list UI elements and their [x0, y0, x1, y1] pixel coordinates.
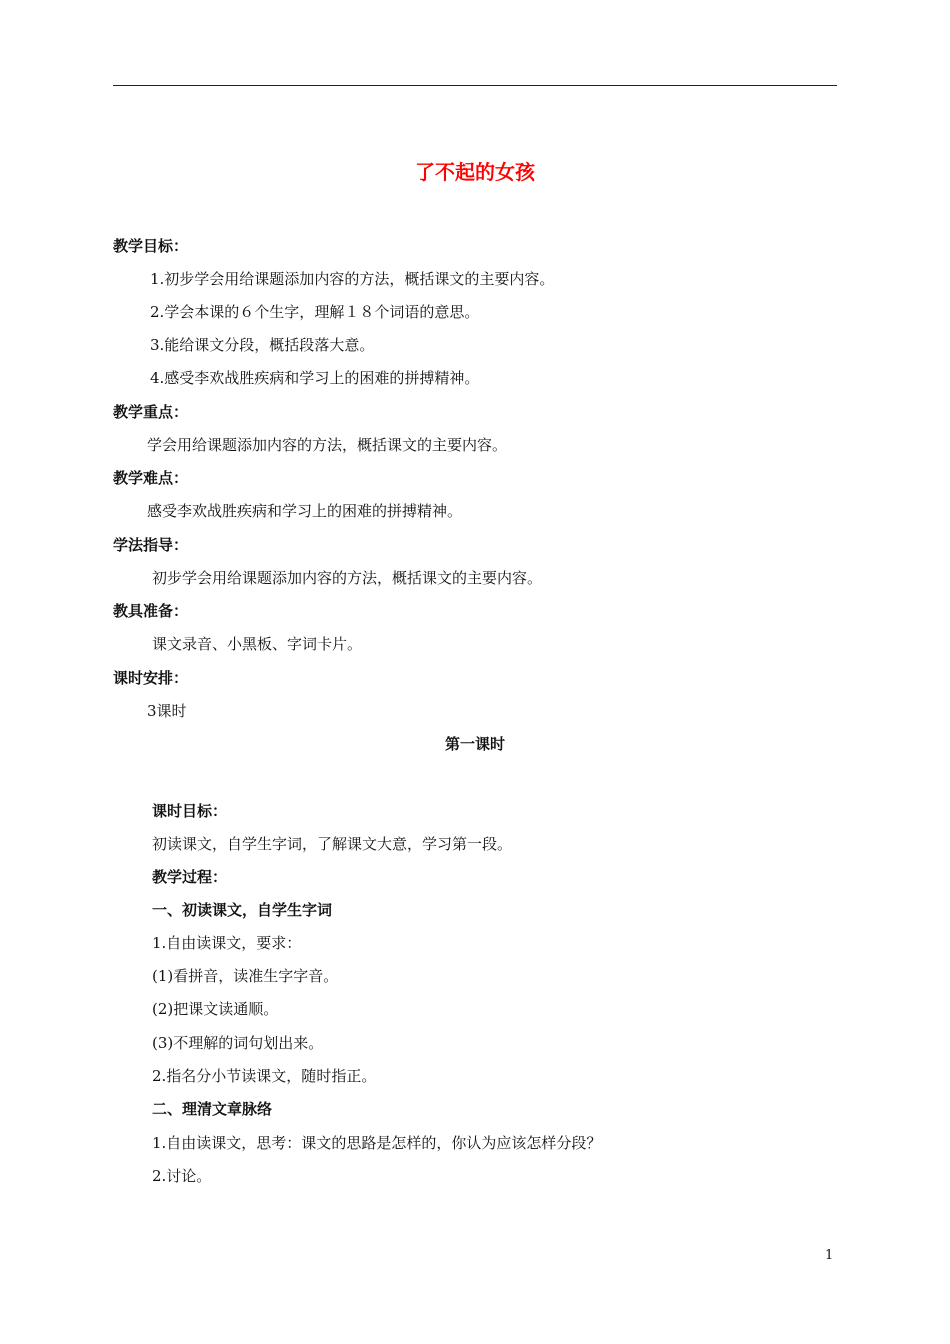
document-title: 了不起的女孩 [415, 160, 535, 184]
section-heading: 第一课时 [444, 735, 505, 753]
body-text-line: (2)把课文读通顺。 [152, 1000, 279, 1018]
body-text-line: 2.学会本课的６个生字，理解１８个词语的意思。 [150, 303, 480, 321]
body-text-line: 1.自由读课文，要求： [152, 934, 302, 952]
body-text-line: 学会用给课题添加内容的方法，概括课文的主要内容。 [147, 436, 508, 454]
section-heading: 教具准备： [113, 602, 189, 620]
body-text-line: 1.自由读课文，思考：课文的思路是怎样的，你认为应该怎样分段？ [152, 1134, 602, 1152]
section-heading: 课时安排： [113, 669, 189, 687]
body-text-line: 1.初步学会用给课题添加内容的方法，概括课文的主要内容。 [150, 270, 555, 288]
page-number: 1 [825, 1248, 834, 1263]
section-heading: 二、理清文章脉络 [152, 1100, 273, 1118]
body-text-line: 初步学会用给课题添加内容的方法，概括课文的主要内容。 [152, 569, 543, 587]
body-text-line: 初读课文，自学生字词，了解课文大意，学习第一段。 [152, 835, 513, 853]
body-text-line: 3.能给课文分段，概括段落大意。 [150, 336, 375, 354]
section-heading: 教学难点： [113, 469, 189, 487]
section-heading: 课时目标： [152, 802, 228, 820]
body-text-line: (1)看拼音，读准生字字音。 [152, 967, 339, 985]
body-text-line: 2.指名分小节读课文，随时指正。 [152, 1067, 377, 1085]
body-text-line: 4.感受李欢战胜疾病和学习上的困难的拼搏精神。 [150, 369, 480, 387]
body-text-line: 课文录音、小黑板、字词卡片。 [152, 635, 363, 653]
body-text-line: (3)不理解的词句划出来。 [152, 1034, 324, 1052]
section-heading: 教学过程： [152, 868, 228, 886]
header-rule [113, 85, 837, 86]
section-heading: 教学重点： [113, 403, 189, 421]
section-heading: 学法指导： [113, 536, 189, 554]
body-text-line: 感受李欢战胜疾病和学习上的困难的拼搏精神。 [147, 502, 463, 520]
section-heading: 一、初读课文，自学生字词 [152, 901, 333, 919]
section-heading: 教学目标： [113, 237, 189, 255]
body-text-line: 3课时 [147, 702, 187, 720]
body-text-line: 2.讨论。 [152, 1167, 212, 1185]
